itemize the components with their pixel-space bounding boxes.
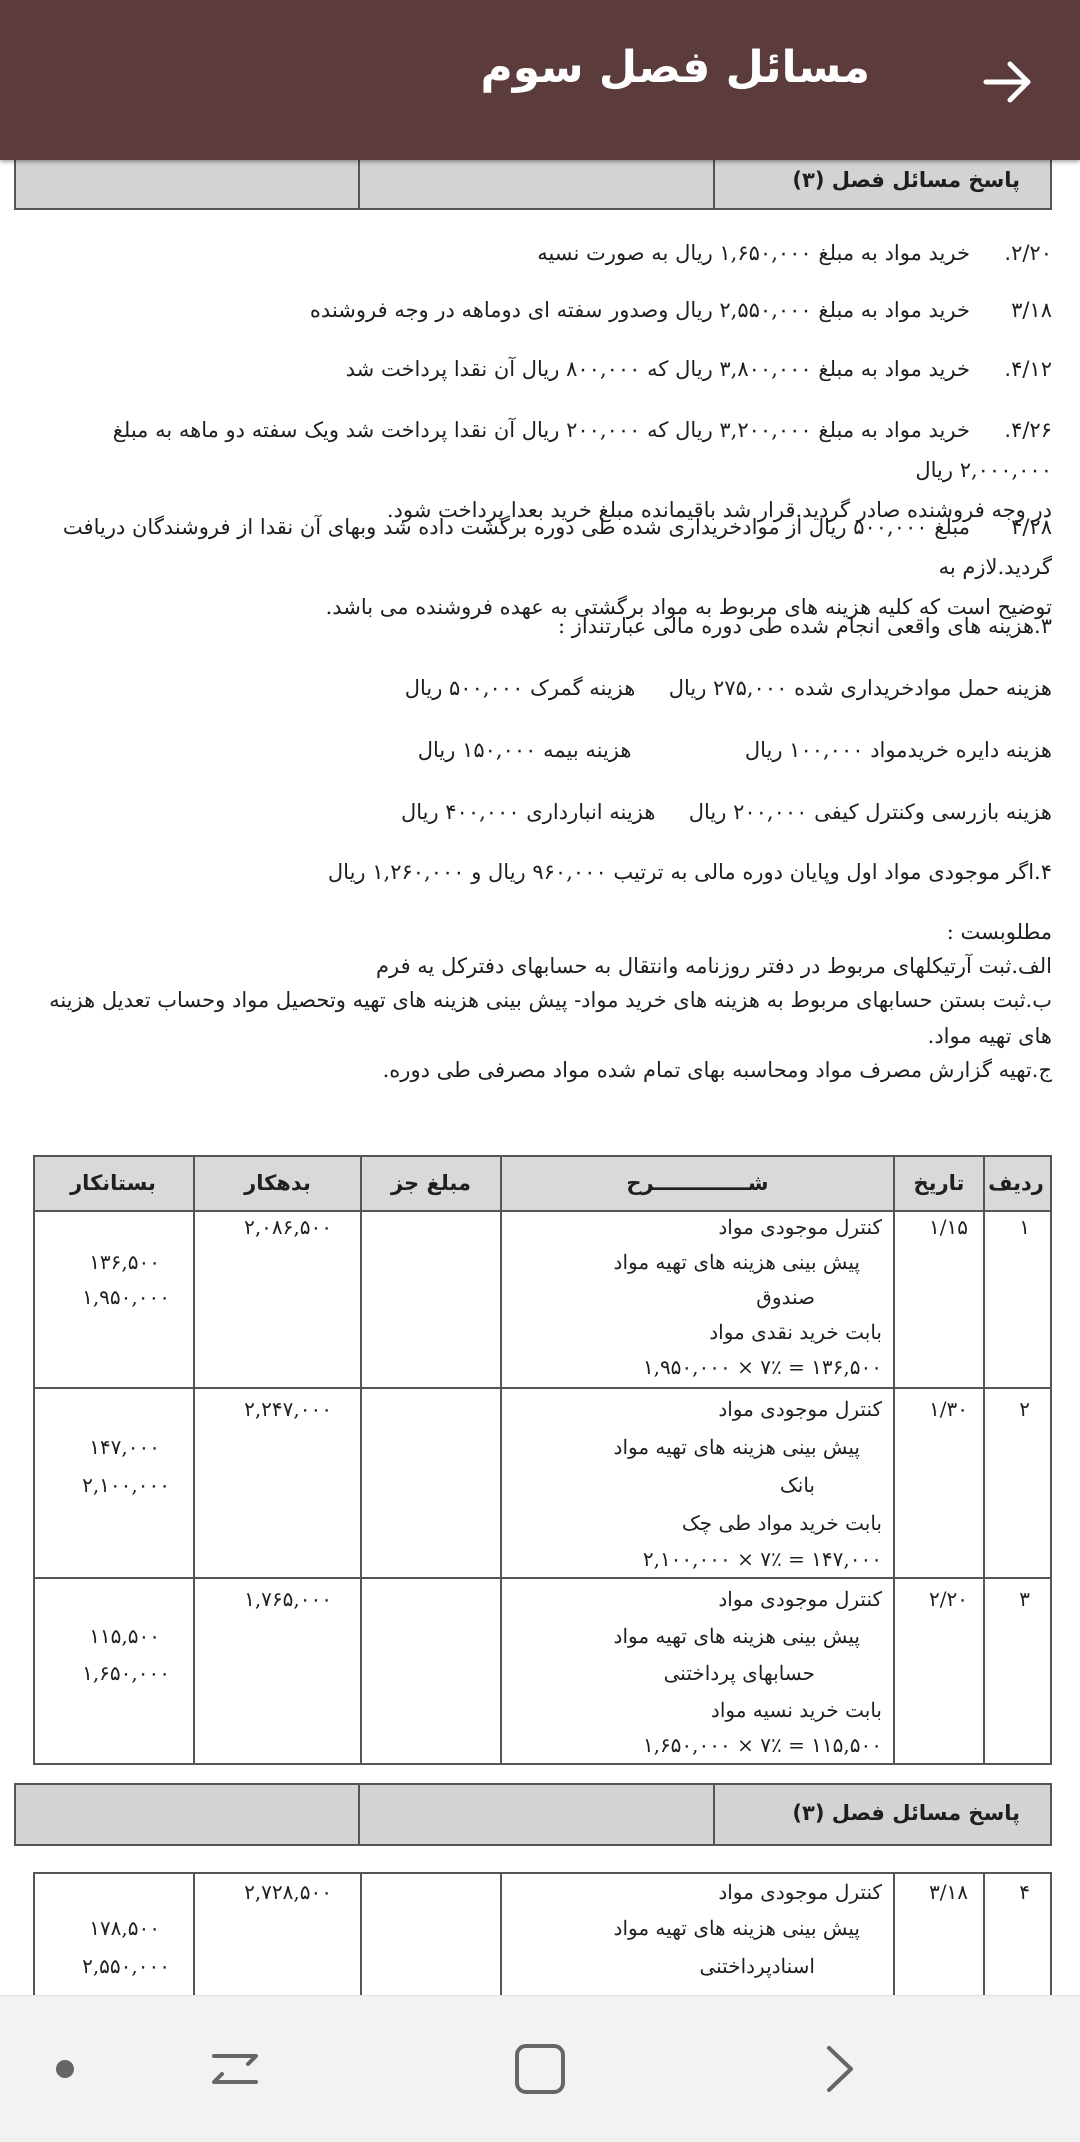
header-description: شـــــــــــــرح: [626, 1171, 769, 1195]
row-desc-line: کنترل موجودی مواد: [718, 1587, 882, 1611]
row-desc-line: حسابهای پرداختنی: [663, 1661, 815, 1685]
row-date: ۱/۳۰: [929, 1397, 968, 1421]
arrow-right-icon[interactable]: [976, 50, 1040, 114]
home-icon[interactable]: [505, 2034, 575, 2104]
page-title: مسائل فصل سوم: [480, 42, 870, 93]
row-credit: ۱,۹۵۰,۰۰۰: [82, 1285, 170, 1309]
problem-line: ۴/۲۶. خرید مواد به مبلغ ۳,۲۰۰,۰۰۰ ریال که ۲۰۰,۰۰۰ ریال آن نقدا پرداخت شد ویک سفته دو ماهه به مبلغ ۲,۰۰۰,۰۰۰ ریال در وجه فروشنده صادر گردید.قرار شد باقیمانده مبلغ خرید بعدا پرداخت شود.: [112, 418, 1052, 522]
problem-line: ۴/۲۸ مبلغ ۵۰۰,۰۰۰ ریال از موادخریداری شده طی دوره برگشت داده شد وبهای آن نقدا از فروشندگان دریافت گردید.لازم به توضیح است که کلیه هزینه های مربوط به مواد برگشتی به عهده فروشنده می باشد.: [62, 515, 1052, 619]
row-credit: ۲,۱۰۰,۰۰۰: [82, 1473, 170, 1497]
item3-title: ۳.هزینه های واقعی انجام شده طی دوره مالی عبارتنداز :: [557, 614, 1052, 638]
header-row-no: ردیف: [988, 1171, 1044, 1195]
row-credit: ۱۳۶,۵۰۰: [89, 1250, 160, 1274]
required-a: الف.ثبت آرتیکلهای مربوط در دفتر روزنامه وانتقال به حسابهای دفترکل یه فرم: [376, 954, 1052, 978]
row-desc-line: پیش بینی هزینه های تهیه مواد: [613, 1624, 860, 1648]
recents-icon[interactable]: [805, 2034, 875, 2104]
header-debit: بدهکار: [244, 1171, 311, 1195]
row-desc-line: بابت خرید نسیه مواد: [710, 1698, 882, 1722]
system-nav-bar: [0, 1995, 1080, 2142]
back-icon[interactable]: [200, 2034, 270, 2104]
row-desc-line: ۱,۶۵۰,۰۰۰ × ۷٪ = ۱۱۵,۵۰۰: [642, 1733, 882, 1757]
section-header-band: [14, 160, 1052, 210]
row-debit: ۱,۷۶۵,۰۰۰: [244, 1587, 332, 1611]
problem-line: ۳/۱۸ خرید مواد به مبلغ ۲,۵۵۰,۰۰۰ ریال وصدور سفته ای دوماهه در وجه فروشنده: [309, 298, 1052, 322]
row-credit: ۱۱۵,۵۰۰: [89, 1624, 160, 1648]
problem-line: ۴/۱۲. خرید مواد به مبلغ ۳,۸۰۰,۰۰۰ ریال که ۸۰۰,۰۰۰ ریال آن نقدا پرداخت شد: [345, 357, 1052, 381]
header-partial-amount: مبلغ جز: [390, 1171, 471, 1195]
row-debit: ۲,۷۲۸,۵۰۰: [244, 1880, 332, 1904]
row-credit: ۱,۶۵۰,۰۰۰: [82, 1661, 170, 1685]
row-desc-line: کنترل موجودی مواد: [718, 1397, 882, 1421]
required-title: مطلوبست :: [946, 920, 1052, 944]
row-number: ۱: [1019, 1215, 1030, 1239]
row-desc-line: اسنادپرداختنی: [699, 1954, 815, 1978]
row-desc-line: پیش بینی هزینه های تهیه مواد: [613, 1435, 860, 1459]
row-number: ۴: [1019, 1880, 1030, 1904]
header-date: تاریخ: [913, 1171, 965, 1195]
app-bar: [0, 0, 1080, 160]
row-credit: ۲,۵۵۰,۰۰۰: [82, 1954, 170, 1978]
row-number: ۲: [1019, 1397, 1030, 1421]
row-credit: ۱۷۸,۵۰۰: [89, 1916, 160, 1940]
row-number: ۳: [1019, 1587, 1030, 1611]
row-desc-line: بابت خرید مواد طی چک: [681, 1511, 882, 1535]
required-c: ج.تهیه گزارش مصرف مواد ومحاسبه بهای تمام شده مواد مصرفی طی دوره.: [382, 1058, 1052, 1082]
journal-table-continued: [33, 1872, 1052, 1995]
section-header-band: [14, 1783, 1052, 1846]
document-content[interactable]: [0, 160, 1080, 1995]
row-debit: ۲,۰۸۶,۵۰۰: [244, 1215, 332, 1239]
header-credit: بستانکار: [70, 1171, 156, 1195]
row-desc-line: کنترل موجودی مواد: [718, 1880, 882, 1904]
row-desc-line: پیش بینی هزینه های تهیه مواد: [613, 1250, 860, 1274]
row-desc-line: ۱,۹۵۰,۰۰۰ × ۷٪ = ۱۳۶,۵۰۰: [642, 1355, 882, 1379]
required-b2: های تهیه مواد.: [927, 1024, 1052, 1048]
item4: ۴.اگر موجودی مواد اول وپایان دوره مالی به ترتیب ۹۶۰,۰۰۰ ریال و ۱,۲۶۰,۰۰۰ ریال: [327, 860, 1052, 884]
section-header-label: پاسخ مسائل فصل (۳): [792, 168, 1020, 192]
required-b: ب.ثبت بستن حسابهای مربوط به هزینه های خرید مواد- پیش بینی هزینه های تهیه وتحصیل مواد وحساب تعدیل هزینه: [49, 988, 1052, 1012]
item3-row2: هزینه دایره خریدمواد ۱۰۰,۰۰۰ ریال هزینه بیمه ۱۵۰,۰۰۰ ریال: [417, 738, 1052, 762]
row-date: ۲/۲۰: [929, 1587, 968, 1611]
row-desc-line: پیش بینی هزینه های تهیه مواد: [613, 1916, 860, 1940]
problem-line: ۲/۲۰. خرید مواد به مبلغ ۱,۶۵۰,۰۰۰ ریال به صورت نسیه: [537, 241, 1052, 265]
row-date: ۳/۱۸: [929, 1880, 968, 1904]
row-desc-line: کنترل موجودی مواد: [718, 1215, 882, 1239]
row-desc-line: صندوق: [756, 1285, 815, 1309]
row-date: ۱/۱۵: [929, 1215, 968, 1239]
row-desc-line: بابت خرید نقدی مواد: [709, 1320, 882, 1344]
item3-row1: هزینه حمل موادخریداری شده ۲۷۵,۰۰۰ ریال هزینه گمرک ۵۰۰,۰۰۰ ریال: [404, 676, 1052, 700]
item3-row3: هزینه بازرسی وکنترل کیفی ۲۰۰,۰۰۰ ریال هزینه انبارداری ۴۰۰,۰۰۰ ریال: [400, 800, 1052, 824]
row-desc-line: ۲,۱۰۰,۰۰۰ × ۷٪ = ۱۴۷,۰۰۰: [642, 1547, 882, 1571]
row-debit: ۲,۲۴۷,۰۰۰: [244, 1397, 332, 1421]
section-header-label: پاسخ مسائل فصل (۳): [792, 1801, 1020, 1825]
row-desc-line: بانک: [779, 1473, 815, 1497]
row-credit: ۱۴۷,۰۰۰: [89, 1435, 160, 1459]
recent-dot-icon[interactable]: [30, 2034, 100, 2104]
journal-table: [33, 1155, 1052, 1765]
